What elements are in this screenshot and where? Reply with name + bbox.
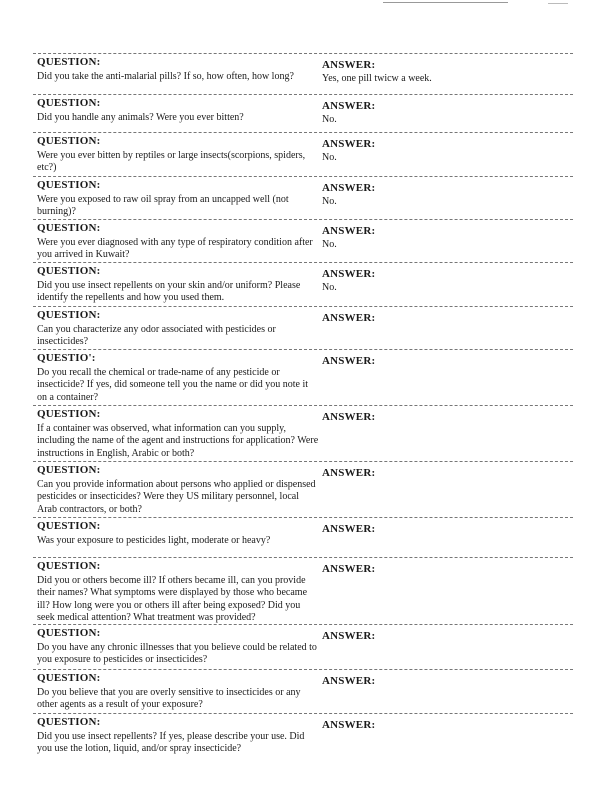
question-label: QUESTION: <box>37 560 101 572</box>
answer-label: ANSWER: <box>322 59 376 71</box>
scan-artifact-mark <box>548 3 568 4</box>
question-text: Did you use insect repellents? If yes, please describe your use. Did you use the lotion, liquid, and/or spray insecticide? <box>37 731 305 755</box>
divider-line <box>33 349 573 350</box>
question-label: QUESTION: <box>37 520 101 532</box>
divider-line <box>33 176 573 177</box>
divider-line <box>33 219 573 220</box>
answer-label: ANSWER: <box>322 225 376 237</box>
divider-line <box>33 94 573 95</box>
answer-text: No. <box>322 152 337 163</box>
scan-artifact-line <box>383 2 508 3</box>
answer-label: ANSWER: <box>322 138 376 150</box>
answer-text: No. <box>322 282 337 293</box>
question-label: QUESTION: <box>37 672 101 684</box>
divider-line <box>33 306 573 307</box>
question-text: Did you use insect repellents on your skin and/or uniform? Please identify the repellents and how you used them. <box>37 280 301 304</box>
question-text: Can you provide information about persons who applied or dispensed pesticides or insecticides? Were they US military personnel, local Arab contractors, or both? <box>37 479 316 515</box>
question-text: Were you ever bitten by reptiles or large insects(scorpions, spiders, etc?) <box>37 150 306 174</box>
answer-label: ANSWER: <box>322 355 376 367</box>
divider-line <box>33 517 573 518</box>
divider-line <box>33 713 573 714</box>
question-text: Was your exposure to pesticides light, moderate or heavy? <box>37 535 271 546</box>
question-label: QUESTION: <box>37 179 101 191</box>
question-text: Do you have any chronic illnesses that you believe could be related to you exposure to pesticides or insecticides? <box>37 642 317 666</box>
question-text: Did you or others become ill? If others became ill, can you provide their names? What symptoms were displayed by those who became ill? How long were you or others ill after being exposed? Did you seek medical attention? What treatment was provided? <box>37 575 308 623</box>
question-text: Were you exposed to raw oil spray from an uncapped well (not burning)? <box>37 194 289 218</box>
divider-line <box>33 669 573 670</box>
question-label: QUESTIO': <box>37 352 96 364</box>
question-text: Do you believe that you are overly sensitive to insecticides or any other agents as a result of your exposure? <box>37 687 301 711</box>
answer-label: ANSWER: <box>322 523 376 535</box>
question-label: QUESTION: <box>37 627 101 639</box>
question-label: QUESTION: <box>37 265 101 277</box>
answer-label: ANSWER: <box>322 100 376 112</box>
answer-text: No. <box>322 196 337 207</box>
answer-label: ANSWER: <box>322 411 376 423</box>
answer-label: ANSWER: <box>322 312 376 324</box>
question-label: QUESTION: <box>37 716 101 728</box>
answer-label: ANSWER: <box>322 467 376 479</box>
divider-line <box>33 262 573 263</box>
answer-label: ANSWER: <box>322 675 376 687</box>
question-label: QUESTION: <box>37 222 101 234</box>
answer-label: ANSWER: <box>322 719 376 731</box>
question-text: Did you handle any animals? Were you ever bitten? <box>37 112 244 123</box>
answer-label: ANSWER: <box>322 182 376 194</box>
question-text: Were you ever diagnosed with any type of respiratory condition after you arrived in Kuwait? <box>37 237 313 261</box>
divider-line <box>33 461 573 462</box>
divider-line <box>33 132 573 133</box>
answer-label: ANSWER: <box>322 563 376 575</box>
answer-label: ANSWER: <box>322 630 376 642</box>
divider-line <box>33 405 573 406</box>
question-label: QUESTION: <box>37 408 101 420</box>
question-text: Can you characterize any odor associated with pesticides or insecticides? <box>37 324 276 348</box>
question-label: QUESTION: <box>37 56 101 68</box>
answer-text: Yes, one pill twicw a week. <box>322 73 432 84</box>
question-text: If a container was observed, what information can you supply, including the name of the agent and instructions for application? Were instructions in English, Arabic or both? <box>37 423 319 459</box>
question-label: QUESTION: <box>37 464 101 476</box>
divider-line <box>33 53 573 54</box>
divider-line <box>33 557 573 558</box>
question-text: Did you take the anti-malarial pills? If so, how often, how long? <box>37 71 294 82</box>
question-label: QUESTION: <box>37 97 101 109</box>
question-label: QUESTION: <box>37 309 101 321</box>
answer-text: No. <box>322 239 337 250</box>
question-label: QUESTION: <box>37 135 101 147</box>
divider-line <box>33 624 573 625</box>
question-text: Do you recall the chemical or trade-name of any pesticide or insecticide? If yes, did someone tell you the name or did you note it on a container? <box>37 367 309 403</box>
answer-label: ANSWER: <box>322 268 376 280</box>
answer-text: No. <box>322 114 337 125</box>
